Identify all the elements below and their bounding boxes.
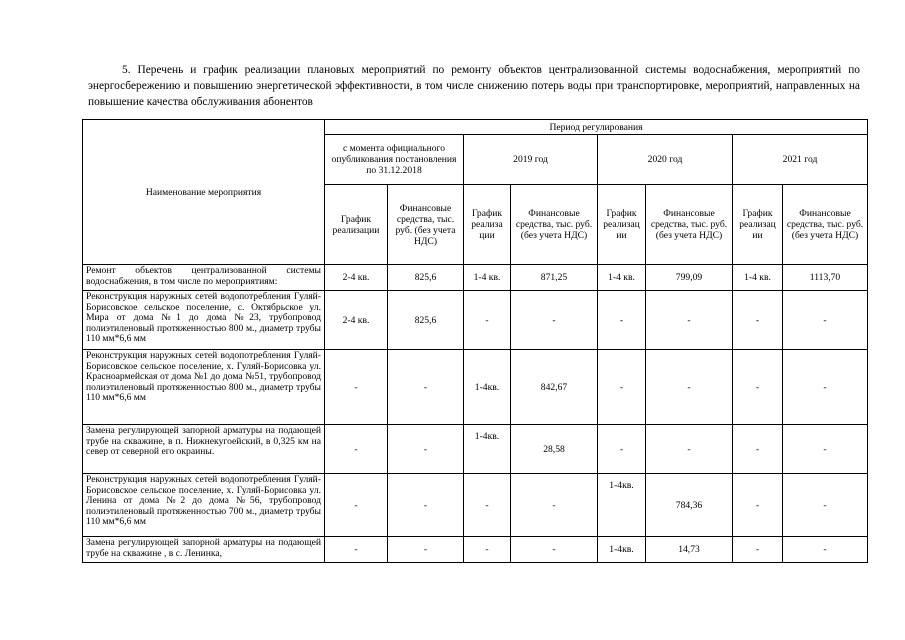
table-row	[83, 537, 868, 563]
table-row	[83, 265, 868, 291]
table-cell: 1-4кв.	[464, 425, 511, 474]
row-name: Реконструкция наружных сетей водопотребления Гуляй-Борисовское сельское поселение, с. Октябрьское ул. Мира от дома №1 до дома №23, трубопровод полиэтиленовый протяженностью 800 м., диаметр трубы 110 мм*6,6 мм	[83, 291, 325, 350]
table-cell: -	[598, 425, 646, 474]
table-cell: -	[646, 350, 733, 425]
table-cell: -	[511, 474, 598, 537]
table-cell: -	[464, 474, 511, 537]
table-cell: 825,6	[388, 265, 464, 291]
table-cell: -	[325, 425, 388, 474]
table-row	[83, 350, 868, 425]
header-sub-finance: Финансовые средства, тыс. руб. (без учета НДС)	[511, 185, 598, 265]
table-cell: -	[783, 537, 868, 563]
table-cell: 1-4кв.	[598, 537, 646, 563]
table-cell: -	[388, 425, 464, 474]
row-name: Реконструкция наружных сетей водопотребления Гуляй-Борисовское сельское поселение, х. Гуляй-Борисовка ул. Красноармейская от дома №1 до дома №51, трубопровод полиэтиленовый протяженностью 800 м., диаметр трубы 110 мм*6,6 мм	[83, 350, 325, 425]
table-cell: -	[733, 425, 783, 474]
row-name: Реконструкция наружных сетей водопотребления Гуляй-Борисовское сельское поселение, х. Гуляй-Борисовка ул. Ленина от дома №2 до дома №56, трубопровод полиэтиленовый протяженностью 700 м., диаметр трубы 110 мм*6,6 мм	[83, 474, 325, 537]
table-cell: 28,58	[511, 425, 598, 474]
table-cell: -	[733, 474, 783, 537]
table-cell: -	[325, 474, 388, 537]
table-cell: -	[598, 291, 646, 350]
row-name: Замена регулирующей запорной арматуры на подающей трубе на скважине , в с. Ленинка,	[83, 537, 325, 563]
table-cell: -	[733, 291, 783, 350]
table-cell: -	[388, 350, 464, 425]
plan-table	[82, 119, 868, 563]
header-period: Период регулирования	[325, 120, 868, 135]
table-cell: 842,67	[511, 350, 598, 425]
header-sub-finance: Финансовые средства, тыс. руб. (без учета НДС)	[646, 185, 733, 265]
table-cell: -	[783, 474, 868, 537]
table-cell: 14,73	[646, 537, 733, 563]
table-cell: -	[783, 350, 868, 425]
table-cell: 1-4 кв.	[598, 265, 646, 291]
table-cell: 1-4 кв.	[464, 265, 511, 291]
header-period-2021: 2021 год	[733, 135, 868, 185]
header-name-col: Наименование мероприятия	[83, 120, 325, 265]
table-cell: -	[733, 350, 783, 425]
table-cell: 1113,70	[783, 265, 868, 291]
table-cell: -	[388, 537, 464, 563]
table-row	[83, 425, 868, 474]
table-cell: -	[388, 474, 464, 537]
header-sub-schedule: График реализации	[325, 185, 388, 265]
header-period-2019: 2019 год	[464, 135, 598, 185]
table-cell: -	[511, 291, 598, 350]
table-row	[83, 291, 868, 350]
table-cell: 1-4кв.	[598, 474, 646, 537]
row-name: Ремонт объектов централизованной системы водоснабжения, в том числе по мероприятиям:	[83, 265, 325, 291]
document-heading	[88, 62, 860, 110]
table-cell: -	[325, 350, 388, 425]
table-cell: -	[646, 425, 733, 474]
header-sub-schedule: График реализа ции	[464, 185, 511, 265]
header-sub-schedule: График реализац ии	[733, 185, 783, 265]
header-period-2020: 2020 год	[598, 135, 733, 185]
heading-text: 5. Перечень и график реализации плановых мероприятий по ремонту объектов централизованной системы водоснабжения, мероприятий по энергосбережению и повышению энергетической эффективности, в том числе снижению потерь воды при транспортировке, мероприятий, направленных на повышение качества обслуживания абонентов	[88, 64, 860, 108]
header-sub-schedule: График реализац ии	[598, 185, 646, 265]
table-cell: 1-4 кв.	[733, 265, 783, 291]
table-cell: 2-4 кв.	[325, 291, 388, 350]
table-cell: -	[511, 537, 598, 563]
table-cell: -	[464, 291, 511, 350]
table-cell: 1-4кв.	[464, 350, 511, 425]
table-row	[83, 474, 868, 537]
header-period-2018: с момента официального опубликования постановления по 31.12.2018	[325, 135, 464, 185]
table-cell: -	[733, 537, 783, 563]
table-cell: 2-4 кв.	[325, 265, 388, 291]
table-cell: 871,25	[511, 265, 598, 291]
header-sub-finance: Финансовые средства, тыс. руб. (без учета НДС)	[388, 185, 464, 265]
table-cell: 784,36	[646, 474, 733, 537]
table-cell: -	[464, 537, 511, 563]
table-cell: 825,6	[388, 291, 464, 350]
table-cell: -	[646, 291, 733, 350]
table-cell: -	[783, 425, 868, 474]
table-cell: -	[783, 291, 868, 350]
table-cell: -	[598, 350, 646, 425]
row-name: Замена регулирующей запорной арматуры на подающей трубе на скважине, в п. Нижнекугоейский, в 0,325 км на север от северной его окраины.	[83, 425, 325, 474]
table-cell: 799,09	[646, 265, 733, 291]
table-cell: -	[325, 537, 388, 563]
header-sub-finance: Финансовые средства, тыс. руб. (без учета НДС)	[783, 185, 868, 265]
